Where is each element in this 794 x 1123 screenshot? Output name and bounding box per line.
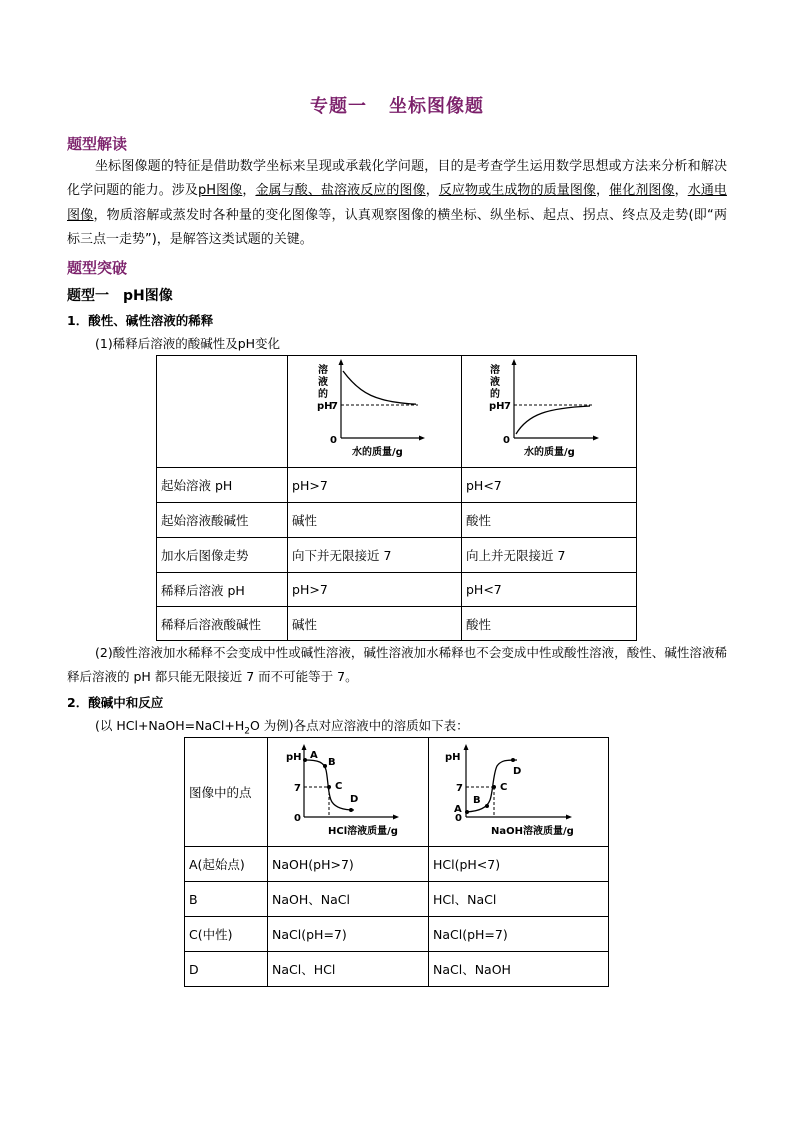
para-text: ，: [596, 183, 610, 199]
origin-zero: 0: [294, 813, 301, 824]
graph-ylabel-3: 的: [490, 389, 500, 400]
point-a-label: A: [310, 750, 318, 761]
curve-increasing: [516, 406, 590, 434]
graph-ylabel-1: 溶: [490, 365, 500, 376]
point-c-label: C: [500, 782, 508, 793]
graph-cell-acidic: [462, 356, 637, 468]
point-b-dot: [485, 804, 489, 808]
cell-hcl-added: NaOH(pH>7): [268, 847, 429, 882]
para-underline-ph: pH图像: [198, 183, 243, 199]
item1-sub2: (2)酸性溶液加水稀释不会变成中性或碱性溶液，碱性溶液加水稀释也不会变成中性或酸性溶液，酸性、碱性溶液稀释后溶液的 pH 都只能无限接近 7 而不可能等于 7。: [67, 645, 727, 685]
title-part1: 专题一: [310, 96, 367, 117]
para-underline-metal: 金属与酸、盐溶液反应的图像: [255, 183, 426, 199]
row-label: D: [185, 952, 268, 987]
graph-xlabel: 水的质量/g: [524, 447, 575, 458]
acidic-dilution-graph: [462, 356, 635, 464]
y-axis-arrow: [339, 359, 344, 365]
cell-acidic: pH<7: [462, 468, 637, 503]
intro-text: (以 HCl+NaOH=NaCl+H: [95, 718, 245, 733]
graph-xlabel: 水的质量/g: [352, 447, 403, 458]
point-a-dot: [465, 810, 469, 814]
point-d-label: D: [350, 794, 359, 805]
cell-alkaline: 向下并无限接近 7: [288, 538, 462, 573]
section-heading-breakthrough: 题型突破: [67, 259, 128, 277]
title-part2: 坐标图像题: [389, 96, 484, 117]
tick-seven: 7: [456, 783, 463, 794]
intro-text: O 为例)各点对应溶液中的溶质如下表：: [249, 718, 469, 733]
point-d-dot: [349, 808, 353, 812]
cell-alkaline: pH>7: [288, 468, 462, 503]
graph-ylabel: pH: [445, 752, 461, 763]
para-underline-catalyst: 催化剂图像: [609, 183, 675, 199]
table-row: [185, 882, 609, 917]
table-row: [185, 847, 609, 882]
cell-naoh-added: HCl、NaCl: [429, 882, 609, 917]
curve-decreasing: [343, 371, 416, 404]
para-underline-mass: 反应物或生成物的质量图像: [438, 183, 597, 199]
para-underline-electrolysis: 水通电图像: [67, 183, 727, 223]
x-axis-arrow: [419, 436, 425, 441]
cell-hcl-added: NaCl(pH=7): [268, 917, 429, 952]
cell-alkaline: 碱性: [288, 503, 462, 538]
cell-naoh-added: NaCl、NaOH: [429, 952, 609, 987]
row-label: 起始溶液酸碱性: [157, 503, 288, 538]
type-one-heading: 题型一 pH图像: [67, 288, 173, 304]
cell-acidic: 向上并无限接近 7: [462, 538, 637, 573]
neutralization-table: [184, 737, 609, 987]
y-axis-arrow: [464, 744, 469, 750]
graph-cell-alkaline: [288, 356, 462, 468]
intro-subscript: 2: [244, 726, 250, 737]
cell-naoh-added: NaCl(pH=7): [429, 917, 609, 952]
point-c-label: C: [335, 781, 343, 792]
cell-naoh-added: HCl(pH<7): [429, 847, 609, 882]
origin-zero: 0: [455, 813, 462, 824]
table-row: [157, 607, 637, 641]
graph-cell-hcl: [268, 738, 429, 847]
point-c-dot: [327, 785, 331, 789]
cell-alkaline: 碱性: [288, 607, 462, 641]
graph-ylabel-4: pH: [317, 401, 333, 412]
row-label: 起始溶液 pH: [157, 468, 288, 503]
y-axis-arrow: [512, 359, 517, 365]
table-row: [185, 952, 609, 987]
cell-hcl-added: NaCl、HCl: [268, 952, 429, 987]
header-label: 图像中的点: [185, 738, 268, 847]
graph-ylabel-3: 的: [318, 389, 329, 400]
table-row: [185, 917, 609, 952]
cell-acidic: 酸性: [462, 503, 637, 538]
para-text: 坐标图像题的特征是借助数学坐标来呈现或承载化学问题，目的是考查学生运用数学思想或方法来分析和解决化学问题的能力。涉及: [67, 159, 727, 199]
page-title: [0, 92, 794, 118]
cell-acidic: 酸性: [462, 607, 637, 641]
graph-xlabel: NaOH溶液质量/g: [491, 826, 574, 837]
row-label: 稀释后溶液 pH: [157, 573, 288, 607]
point-b-dot: [323, 764, 327, 768]
row-label: 稀释后溶液酸碱性: [157, 607, 288, 641]
para-text: ，物质溶解或蒸发时各种量的变化图像等，认真观察图像的横坐标、纵坐标、起点、拐点、终点及走势(即“两标三点一走势”)，是解答这类试题的关键。: [67, 207, 727, 247]
tick-seven: 7: [294, 783, 301, 794]
table-header-row: [157, 356, 637, 468]
para-text: ，: [242, 183, 256, 199]
row-label: C(中性): [185, 917, 268, 952]
item1-sub1: (1)稀释后溶液的酸碱性及pH变化: [95, 336, 281, 351]
item2-heading: 2．酸碱中和反应: [67, 695, 164, 710]
graph-ylabel-2: 液: [318, 377, 329, 388]
table-row: [157, 503, 637, 538]
alkaline-dilution-graph: [288, 356, 460, 464]
tick-seven: 7: [331, 401, 338, 412]
para-text: ，: [425, 183, 439, 199]
point-a-label: A: [454, 804, 462, 815]
table-row: [157, 468, 637, 503]
hcl-addition-graph: [268, 738, 427, 843]
x-axis-arrow: [393, 815, 399, 820]
table-header-row: [185, 738, 609, 847]
y-axis-arrow: [302, 744, 307, 750]
graph-cell-naoh: [429, 738, 609, 847]
item2-intro: [95, 716, 469, 737]
para-text: ，: [674, 183, 688, 199]
row-label: 加水后图像走势: [157, 538, 288, 573]
graph-ylabel-1: 溶: [318, 365, 329, 376]
origin-zero: 0: [330, 435, 337, 446]
point-d-label: D: [513, 766, 522, 777]
table-row: [157, 573, 637, 607]
dilution-table: [156, 355, 637, 641]
x-axis-arrow: [593, 436, 599, 441]
graph-ylabel-4: pH: [489, 401, 505, 412]
x-axis-arrow: [566, 815, 572, 820]
graph-ylabel-2: 液: [490, 377, 500, 388]
naoh-addition-graph: [429, 738, 607, 843]
graph-xlabel: HCl溶液质量/g: [328, 826, 398, 837]
tick-seven: 7: [504, 401, 511, 412]
cell-alkaline: pH>7: [288, 573, 462, 607]
table-cell-empty: [157, 356, 288, 468]
origin-zero: 0: [503, 435, 510, 446]
point-a-dot: [303, 758, 307, 762]
row-label: B: [185, 882, 268, 917]
section-heading-interpretation: 题型解读: [67, 135, 128, 153]
intro-paragraph: [67, 155, 727, 252]
point-b-label: B: [328, 757, 336, 768]
row-label: A(起始点): [185, 847, 268, 882]
cell-acidic: pH<7: [462, 573, 637, 607]
cell-hcl-added: NaOH、NaCl: [268, 882, 429, 917]
point-d-dot: [511, 758, 515, 762]
item1-heading: 1．酸性、碱性溶液的稀释: [67, 313, 214, 328]
graph-ylabel: pH: [286, 752, 302, 763]
point-c-dot: [492, 785, 496, 789]
point-b-label: B: [473, 795, 481, 806]
table-row: [157, 538, 637, 573]
